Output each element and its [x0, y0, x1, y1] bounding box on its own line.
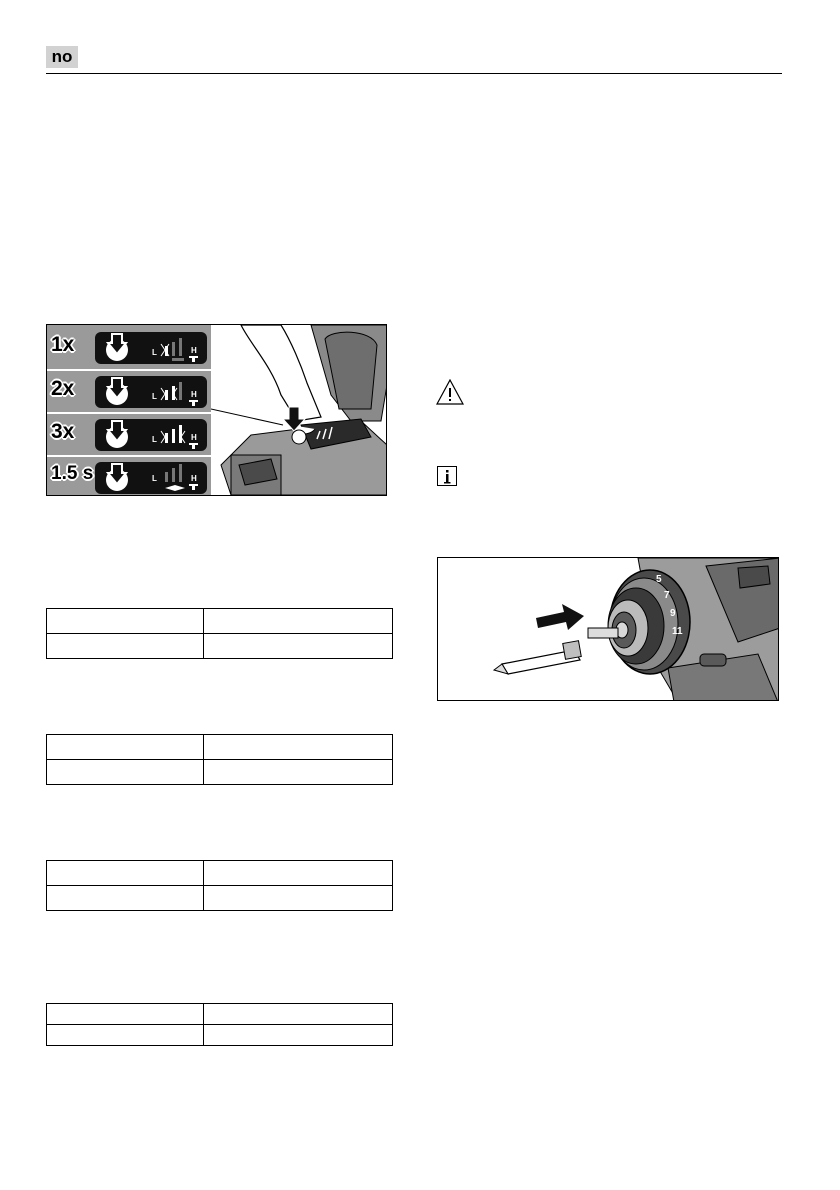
- mode-key: [95, 462, 207, 494]
- table-row: [47, 1004, 393, 1025]
- button-press-icon: [95, 332, 207, 364]
- mode-row-label: 3x: [51, 420, 75, 443]
- table-cell: [204, 861, 393, 886]
- mode-row-1: [49, 329, 209, 367]
- table-row: [47, 760, 393, 785]
- indicator-high: H: [191, 433, 197, 442]
- warning-icon: [436, 379, 464, 405]
- arrow-icon: [536, 604, 584, 630]
- mode-key: [95, 332, 207, 364]
- mode-row-label: 2x: [51, 377, 75, 400]
- specs-table: [46, 860, 393, 911]
- table-cell: [47, 634, 204, 659]
- torque-mark: 11: [672, 626, 683, 637]
- torque-mark: 9: [670, 608, 676, 619]
- mode-selection-figure: [46, 324, 387, 496]
- table-row: [47, 609, 393, 634]
- mode-separator: [47, 412, 211, 414]
- table-cell: [47, 760, 204, 785]
- button-press-icon: [95, 419, 207, 451]
- table-row: [47, 735, 393, 760]
- table-cell: [204, 1025, 393, 1046]
- table-cell: [204, 735, 393, 760]
- table-cell: [204, 886, 393, 911]
- indicator-high: H: [191, 474, 197, 483]
- specs-table: [46, 1003, 393, 1046]
- mode-row-4: [49, 459, 209, 496]
- mode-row-label: 1x: [51, 333, 75, 356]
- specs-table: [46, 608, 393, 659]
- button-press-icon: [95, 462, 207, 494]
- indicator-low: L: [152, 435, 157, 444]
- table-cell: [47, 735, 204, 760]
- indicator-high: H: [191, 346, 197, 355]
- table-cell: [47, 1025, 204, 1046]
- button-press-icon: [95, 376, 207, 408]
- table-cell: [47, 609, 204, 634]
- table-row: [47, 886, 393, 911]
- mode-row-3: [49, 416, 209, 454]
- mode-panel: [47, 325, 211, 495]
- torque-mark: 7: [664, 590, 670, 601]
- header-rule: [46, 73, 782, 74]
- mode-separator: [47, 455, 211, 457]
- info-icon: [437, 466, 457, 486]
- indicator-low: L: [152, 392, 157, 401]
- mode-key: [95, 419, 207, 451]
- indicator-low: L: [152, 474, 157, 483]
- bit-insertion-figure: [437, 557, 779, 701]
- specs-table: [46, 734, 393, 785]
- drill-chuck-illustration: [438, 558, 779, 701]
- mode-separator: [47, 369, 211, 371]
- table-cell: [47, 861, 204, 886]
- table-row: [47, 861, 393, 886]
- table-cell: [47, 886, 204, 911]
- table-cell: [47, 1004, 204, 1025]
- table-cell: [204, 634, 393, 659]
- table-cell: [204, 609, 393, 634]
- mode-row-label: 1.5 s: [51, 463, 94, 484]
- drill-mode-button-illustration: [211, 325, 387, 495]
- mode-row-2: [49, 373, 209, 411]
- table-row: [47, 1025, 393, 1046]
- indicator-low: L: [152, 348, 157, 357]
- indicator-high: H: [191, 390, 197, 399]
- table-cell: [204, 760, 393, 785]
- table-cell: [204, 1004, 393, 1025]
- language-tag: no: [46, 46, 78, 68]
- table-row: [47, 634, 393, 659]
- torque-mark: 5: [656, 574, 662, 585]
- mode-key: [95, 376, 207, 408]
